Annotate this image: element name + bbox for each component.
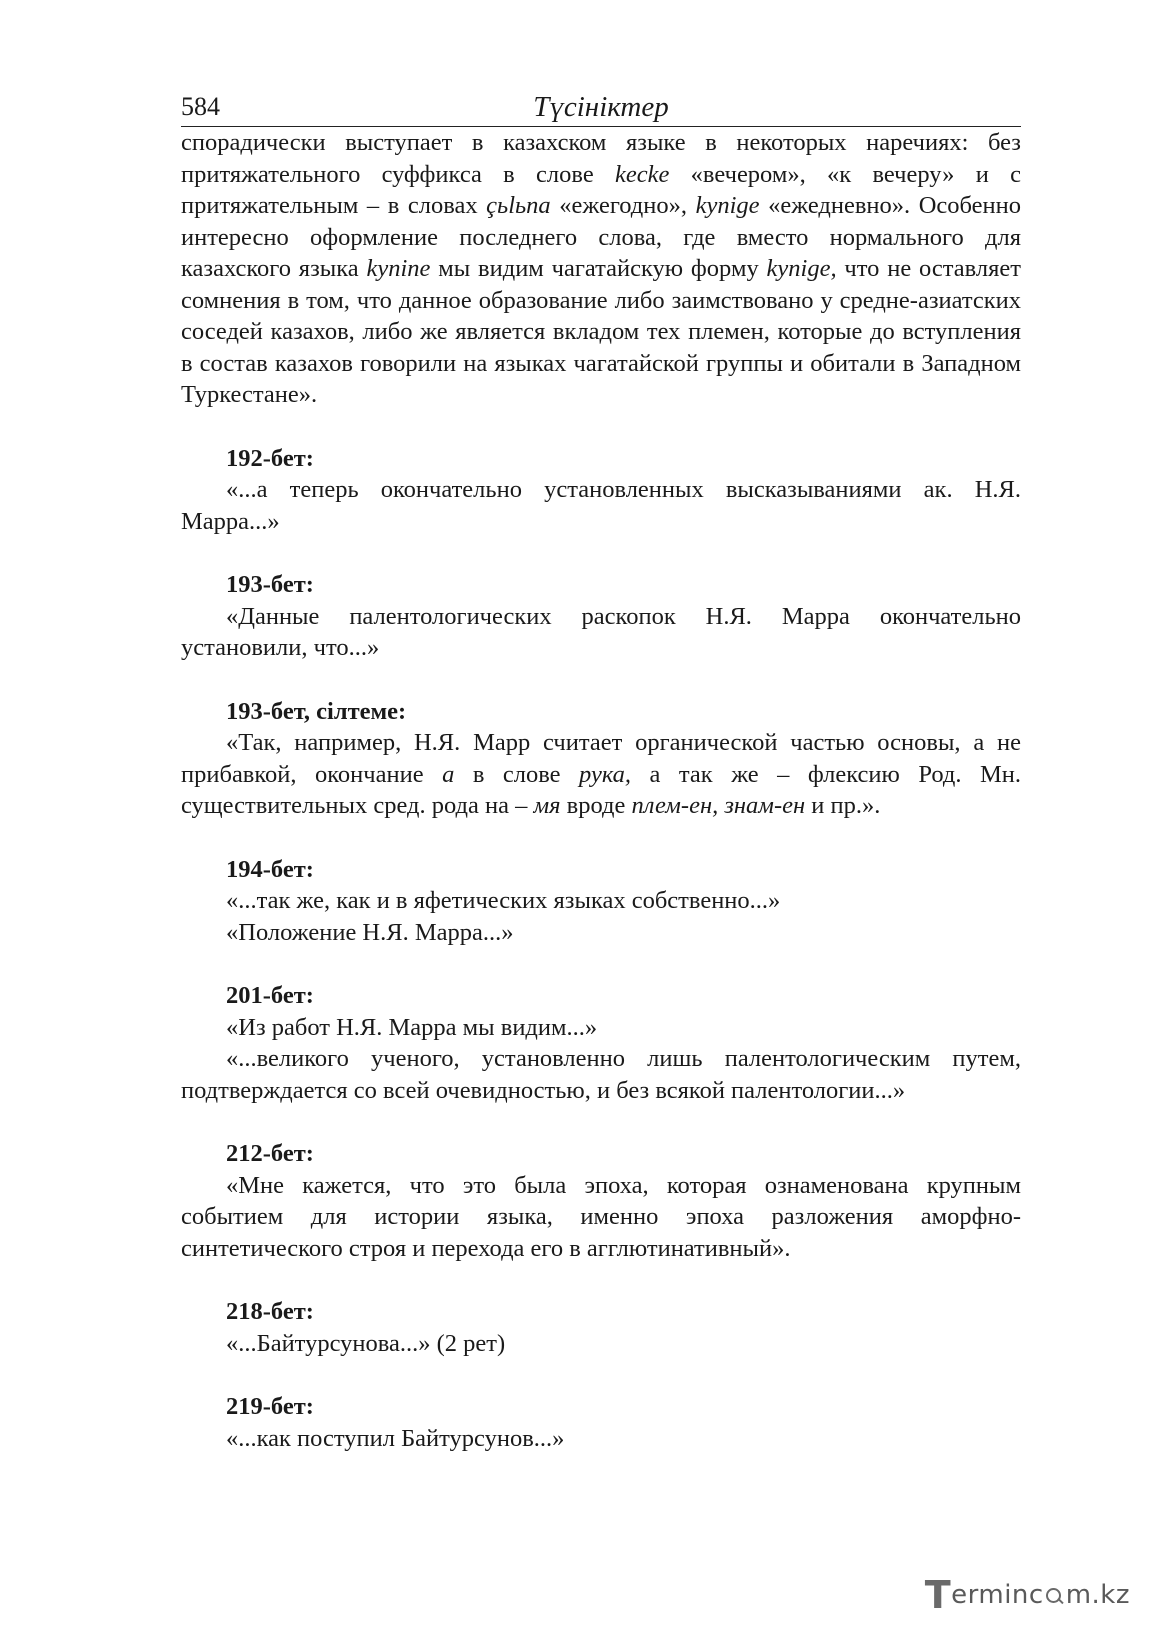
site-watermark — [924, 1573, 1130, 1617]
section-heading: 192-бет: — [226, 444, 314, 472]
quote-paragraph — [181, 1012, 1021, 1044]
italic-term: рука, — [579, 760, 632, 788]
quote-paragraph — [181, 885, 1021, 917]
text-run: а так же – флексию Род. Мн. существительных сред. рода на – — [181, 760, 1022, 819]
quote-paragraph — [181, 727, 1021, 822]
text-run: «...так же, как и в яфетических языках собственно...» — [226, 887, 781, 914]
sections — [181, 443, 1021, 1455]
italic-term: kynine — [366, 255, 431, 282]
comment-section — [181, 1391, 1021, 1454]
text-run: «вечером», «к вечеру» и с притяжательным – в словах — [181, 160, 1021, 219]
section-heading: 194-бет: — [226, 855, 314, 883]
comment-section — [181, 1296, 1021, 1359]
italic-term: kecke — [615, 160, 670, 188]
text-run: «ежегодно», — [550, 192, 696, 219]
text-run: «Так, например, Н.Я. Марр считает органической частью основы, а не прибавкой, окончание — [181, 729, 1021, 788]
text-run: «...а теперь окончательно установленных высказываниями ак. Н.Я. Марра...» — [181, 476, 1021, 535]
text-run: «Мне кажется, что это была эпоха, которая ознаменована крупным событием для истории языка, именно эпоха разложения аморфно-синтетического строя и перехода его в агглютинативный». — [181, 1171, 1021, 1262]
text-run: вроде — [560, 792, 632, 819]
page-header — [181, 80, 1021, 127]
section-heading: 201-бет: — [226, 982, 314, 1009]
watermark-text-start: erminc — [951, 1580, 1044, 1610]
comment-section — [181, 696, 1021, 822]
quote-paragraph — [181, 917, 1021, 949]
quote-paragraph — [181, 1170, 1021, 1265]
quote-paragraph — [181, 474, 1021, 537]
comment-section — [181, 569, 1021, 664]
comment-section — [181, 443, 1021, 538]
quote-paragraph — [181, 1043, 1021, 1106]
comment-section — [181, 980, 1021, 1106]
italic-term: çьlьna — [486, 192, 551, 219]
quote-paragraph — [181, 1423, 1021, 1455]
text-run: «...как поступил Байтурсунов...» — [226, 1424, 565, 1452]
quote-paragraph — [181, 1328, 1021, 1360]
text-run: «Из работ Н.Я. Марра мы видим...» — [226, 1013, 598, 1041]
text-run: «Данные палентологических раскопок Н.Я. Марра окончательно установили, что...» — [181, 602, 1021, 661]
magnifier-icon — [1045, 1587, 1065, 1607]
document-page — [181, 80, 1021, 1454]
text-run: что не оставляет сомнения в том, что данное образование либо заимствовано у средне-азиатских соседей казахов, либо же является вкладом тех племен, которые до вступления в состав казахов говорили на языках чагатайской группы и обитали в Западном Туркестане». — [181, 255, 1021, 408]
section-heading: 212-бет: — [226, 1140, 314, 1167]
text-run: «ежедневно». Особенно интересно оформление последнего слова, где вместо нормального для казахского языка — [181, 192, 1022, 282]
page-content — [181, 127, 1021, 1454]
watermark-initial: T — [924, 1573, 952, 1617]
section-heading: 219-бет: — [226, 1393, 314, 1420]
italic-term: плем-ен, знам-ен — [631, 792, 806, 819]
section-heading: 193-бет: — [226, 571, 314, 598]
italic-term: мя — [533, 792, 561, 819]
italic-term: kynige — [695, 192, 760, 219]
intro-paragraph — [181, 127, 1021, 411]
running-title: Түсініктер — [533, 91, 669, 123]
italic-term: а — [442, 760, 455, 788]
quote-paragraph — [181, 601, 1021, 664]
section-heading: 218-бет: — [226, 1298, 314, 1325]
text-run: в слове — [454, 760, 580, 788]
text-run: «...Байтурсунова...» (2 рет) — [226, 1329, 506, 1357]
text-run: «...великого ученого, установленно лишь палентологическим путем, подтверждается со всей очевидностью, и без всякой палентологии...» — [181, 1045, 1021, 1104]
text-run: мы видим чагатайскую форму — [430, 255, 767, 282]
comment-section — [181, 1138, 1021, 1264]
text-run: и пр.». — [805, 792, 881, 819]
page-number: 584 — [181, 92, 220, 121]
text-run: спорадически выступает в казахском языке в некоторых наречиях: без притяжательного суффикса в слове — [181, 129, 1021, 188]
italic-term: kynige, — [766, 255, 837, 282]
watermark-text-end: m.kz — [1065, 1580, 1130, 1610]
comment-section — [181, 854, 1021, 949]
text-run: «Положение Н.Я. Марра...» — [226, 918, 514, 946]
section-heading: 193-бет, сілтеме: — [226, 697, 407, 725]
